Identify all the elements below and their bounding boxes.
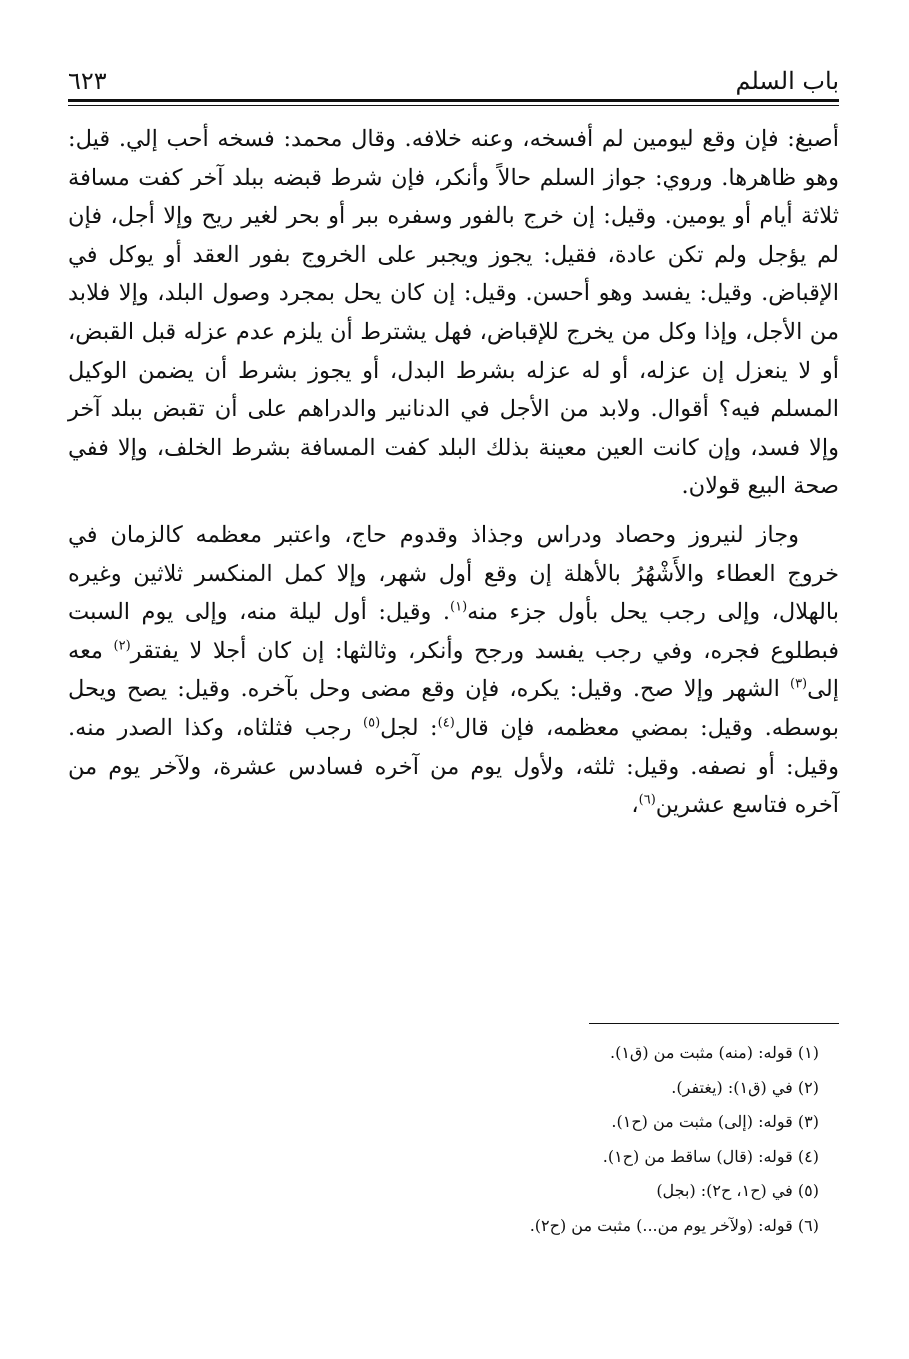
footnote-ref-3: (٣) [789,676,808,692]
main-text [68,120,839,825]
paragraph-2-text-d: الشهر وإلا صح. وقيل: يكره، فإن وقع مضى وحل بآخره. وقيل: يصح ويحل بوسطه. وقيل: بمضي معظمه، فإن قال [68,676,839,741]
footnote-ref-4: (٤) [437,715,455,731]
chapter-title: باب السلم [735,67,839,95]
footnote-ref-1: (١) [450,599,468,615]
paragraph-2-text-e: : لجل [380,714,438,741]
running-header [68,55,839,95]
paragraph-1-text: أصبغ: فإن وقع ليومين لم أفسخه، وعنه خلافه. وقال محمد: فسخه أحب إلي. قيل: وهو ظاهرها. وروي: جواز السلم حالاً وأنكر، فإن شرط قبضه ببلد آخر كفت مسافة ثلاثة أيام أو يومين. وقيل: إن خرج بالفور وسفره ببر أو بحر لغير ريح وإلا أجل، فإن لم يؤجل ولم تكن عادة، فقيل: يجوز ويجبر على الخروج بفور العقد أو يوكل في الإقباض. وقيل: يفسد وهو أحسن. وقيل: إن كان يحل بمجرد وصول البلد، وإلا فلابد من الأجل، وإذا وكل من يخرج للإقباض، فهل يشترط أن يلزم عدم عزله قبل القبض، أو لا ينعزل إن عزله، أو له عزله بشرط البدل، أو يجوز بشرط أن يضمن الوكيل المسلم فيه؟ أقوال. ولابد من الأجل في الدنانير والدراهم على أن تقبض ببلد آخر وإلا فسد، وإن كانت العين معينة بذلك البلد كفت المسافة بشرط الخلف، وإلا ففي صحة البيع قولان. [68,126,839,500]
paragraph-2-text-g: ، [631,792,639,819]
paragraph-2-text-c: معه إلى [68,637,839,703]
footnote-4: (٤) قوله: (قال) ساقط من (ح١). [602,1146,819,1166]
paragraph-2-text-f: رجب فثلثاه، وكذا الصدر منه. وقيل: أو نصفه. وقيل: ثلثه، ولأول يوم من آخره فسادس عشرة، ولآخر يوم من آخره فتاسع عشرين [68,714,839,819]
page-number: ٦٢٣ [68,67,107,95]
footnote-5: (٥) في (ح١، ح٢): (بجل) [656,1181,819,1200]
footnote-2: (٢) في (ق١): (يغتفر). [671,1077,819,1097]
paragraph-2-text-a: وجاز لنيروز وحصاد ودراس وجذاذ وقدوم حاج، واعتبر معظمه كالزمان في خروج العطاء والأَشْهُرُ بالأهلة إن وقع أول شهر، وإلا كمل المنكسر ثلاثين وغيره بالهلال، وإلى رجب يحل بأول جزء منه [68,521,840,626]
footnote-separator [589,1023,839,1024]
footnote-1: (١) قوله: (منه) مثبت من (ق١). [610,1043,819,1062]
footnote-ref-6: (٦) [638,792,656,808]
footnote-ref-2: (٢) [113,638,131,654]
header-rule-thin [68,105,839,106]
paragraph-1 [68,120,839,506]
footnote-6: (٦) قوله: (ولآخر يوم من...) مثبت من (ح٢). [529,1215,819,1235]
header-rule-thick [68,99,839,102]
footnote-3: (٣) قوله: (إلى) مثبت من (ح١). [611,1112,819,1131]
footnotes [68,1036,819,1243]
paragraph-2 [68,516,839,825]
paragraph-2-text-b: . وقيل: أول ليلة منه، وإلى يوم السبت فبطلوع فجره، وفي رجب يفسد ورجح وأنكر، وثالثها: إن كان أجلا لا يفتقر [68,599,839,664]
footnote-ref-5: (٥) [363,715,381,731]
